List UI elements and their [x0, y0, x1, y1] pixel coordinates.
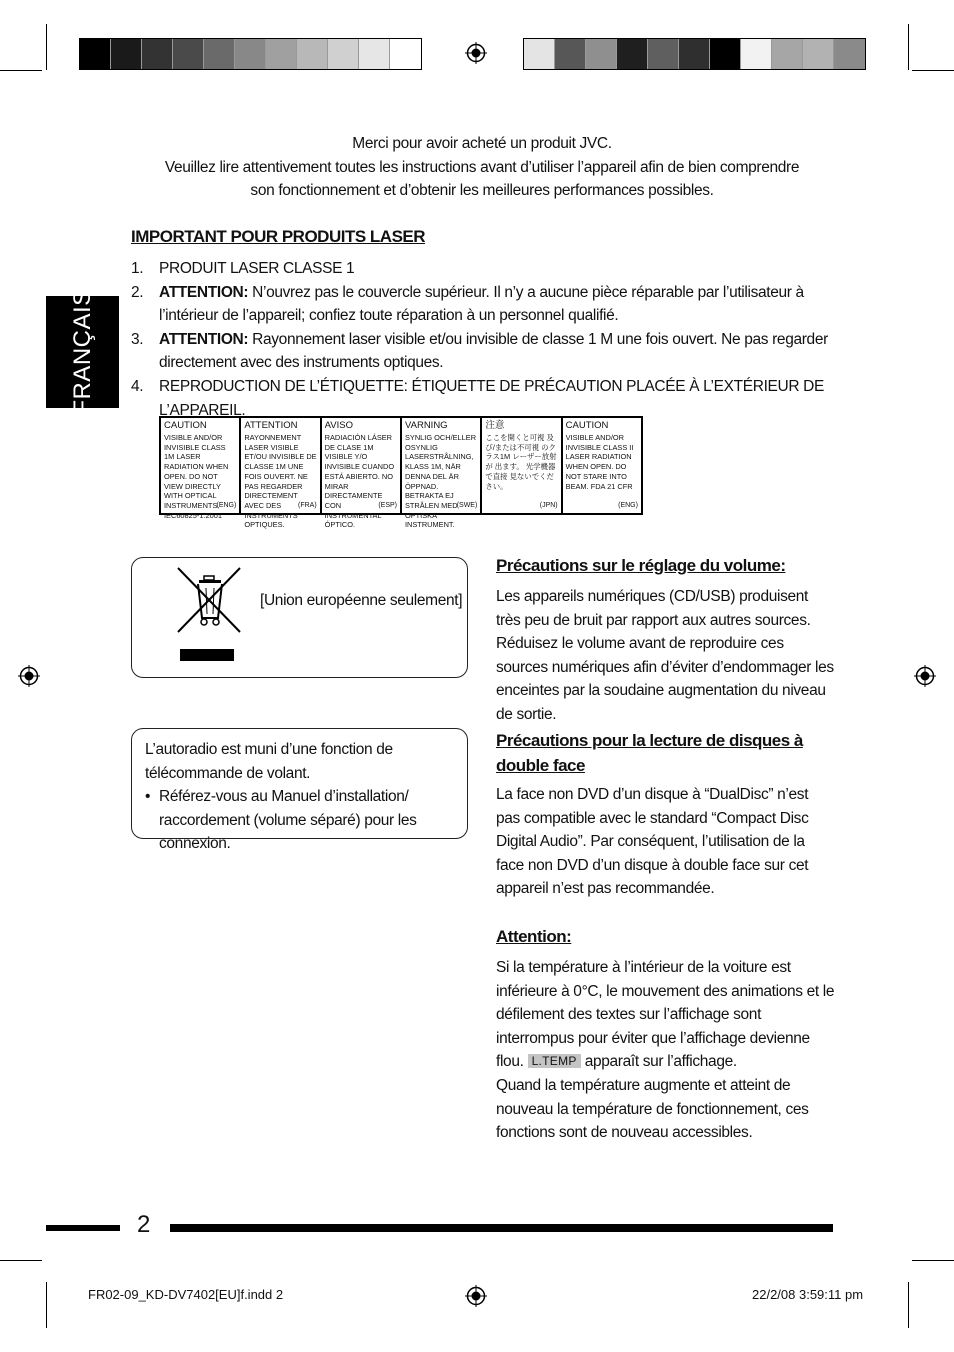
weee-box	[131, 557, 468, 678]
color-swatch	[80, 39, 111, 69]
laser-list	[131, 257, 831, 422]
laser-list-item	[131, 257, 831, 281]
caution-cell	[563, 418, 641, 513]
color-swatch	[555, 39, 586, 69]
caution-title: VARNING	[404, 420, 448, 431]
registration-mark-icon	[18, 665, 40, 687]
caution-cell	[241, 418, 321, 530]
crossed-bin-icon	[176, 566, 242, 634]
dualdisc-heading: Précautions pour la lecture de disques à double face	[496, 731, 803, 775]
caution-body: VISIBLE AND/OR INVISIBLE CLASS 1M LASER RADIATION WHEN OPEN. DO NOT VIEW DIRECTLY WITH OPTICAL INSTRUMENTS. IEC60825-1:2001	[164, 433, 229, 520]
color-swatch	[204, 39, 235, 69]
caution-lang-tag: (JPN)	[539, 502, 558, 510]
caution-lang-tag: (ENG)	[216, 502, 237, 510]
color-swatch	[111, 39, 142, 69]
intro-line-1: Merci pour avoir acheté un produit JVC.	[352, 135, 612, 152]
item-text: N’ouvrez pas le couvercle supérieur. Il n’y a aucune pièce réparable par l’utilisateur à l’intérieur de l’appareil; confiez toute réparation à un personnel qualifié.	[159, 283, 804, 325]
laser-list-item	[131, 328, 831, 375]
caution-body: SYNLIG OCH/ELLER OSYNLIG LASERSTRÅLNING, KLASS 1M, NÄR DENNA DEL ÄR ÖPPNAD. BETRAKTA EJ STRÅLEN MED OPTISKA INSTRUMENT.	[404, 433, 477, 530]
color-swatch	[710, 39, 741, 69]
crop-mark	[0, 1260, 42, 1261]
color-swatch	[297, 39, 328, 69]
color-swatch	[803, 39, 834, 69]
language-tab-label: FRANÇAIS	[68, 289, 96, 415]
color-bar-right	[523, 38, 866, 70]
crop-mark	[0, 70, 42, 71]
color-swatch	[679, 39, 710, 69]
caution-title: 注意	[485, 420, 505, 431]
caution-cell	[322, 418, 402, 530]
laser-heading: IMPORTANT POUR PRODUITS LASER	[131, 227, 426, 246]
attention-text	[496, 956, 841, 1145]
item-text: PRODUIT LASER CLASSE 1	[159, 260, 355, 277]
volume-text: Les appareils numériques (CD/USB) produisent très peu de bruit par rapport aux autres sources. Réduisez le volume avant de reproduire ces sources numériques afin d’éviter d’endommager les enceintes par la soudaine augmentation du niveau de sortie.	[496, 588, 834, 723]
attention-text-after: apparaît sur l’affichage.	[584, 1053, 737, 1071]
page-bar-left	[46, 1225, 120, 1231]
color-swatch	[142, 39, 173, 69]
caution-body: RADIACIÓN LÁSER DE CLASE 1M VISIBLE Y/O INVISIBLE CUANDO ESTÁ ABIERTO. NO MIRAR DIRECTAMENTE CON INSTRUMENTAL ÓPTICO.	[324, 433, 395, 530]
registration-mark-icon	[465, 42, 487, 64]
page-number: 2	[137, 1211, 151, 1238]
footer-date: 22/2/08 3:59:11 pm	[752, 1287, 864, 1302]
remote-bullet-item	[145, 785, 459, 856]
caution-cell	[402, 418, 482, 530]
color-swatch	[834, 39, 865, 69]
intro-line-2: Veuillez lire attentivement toutes les instructions avant d’utiliser l’appareil afin de bien comprendre son fonctionnement et d’obtenir les meilleures performances possibles.	[164, 158, 800, 200]
caution-cell	[482, 418, 562, 513]
caution-body: VISIBLE AND/OR INVISIBLE CLASS II LASER RADIATION WHEN OPEN. DO NOT STARE INTO BEAM. FDA 21 CFR	[565, 433, 634, 491]
registration-mark-icon	[465, 1285, 487, 1307]
crop-mark	[46, 1282, 47, 1328]
color-swatch	[741, 39, 772, 69]
item-number: 1.	[131, 260, 144, 277]
crop-mark	[46, 24, 47, 70]
caution-title: CAUTION	[164, 420, 207, 431]
remote-box	[131, 728, 468, 853]
ltemp-indicator: L.TEMP	[528, 1054, 581, 1068]
attention-text-before: Si la température à l’intérieur de la voiture est inférieure à 0°C, le mouvement des animations et le défilement des textes sur l’affichage sont interrompus pour éviter que l’affichage devienne flou.	[496, 959, 835, 1071]
volume-heading: Précautions sur le réglage du volume:	[496, 556, 786, 575]
registration-mark-icon	[914, 665, 936, 687]
crop-mark	[912, 70, 954, 71]
dualdisc-text: La face non DVD d’un disque à “DualDisc” n’est pas compatible avec le standard “Compact Disc Digital Audio”. Par conséquent, l’utilisation de la face non DVD d’un disque à double face sur cet appareil n’est pas recommandée.	[496, 786, 809, 898]
attention-text-2: Quand la température augmente et atteint de nouveau la température de fonctionnement, ces fonctions sont de nouveau accessibles.	[496, 1076, 809, 1142]
color-swatch	[648, 39, 679, 69]
crop-mark	[908, 24, 909, 70]
caution-body: ここを開くと可視 及び/または不可視 のクラス1M レーザー放射が 出ます。 光学機器で直接 見ないでください。	[485, 433, 557, 491]
weee-bar	[180, 649, 234, 661]
laser-list-item	[131, 281, 831, 328]
language-tab	[46, 289, 119, 415]
page-bar-right	[170, 1224, 833, 1232]
bullet: •	[145, 788, 151, 806]
color-swatch	[266, 39, 297, 69]
attention-heading: Attention:	[496, 927, 572, 946]
color-swatch	[617, 39, 648, 69]
caution-lang-tag: (SWE)	[456, 502, 478, 510]
caution-lang-tag: (FRA)	[297, 502, 317, 510]
color-swatch	[772, 39, 803, 69]
caution-lang-tag: (ESP)	[378, 502, 397, 510]
item-bold: ATTENTION:	[159, 330, 249, 348]
crop-mark	[912, 1260, 954, 1261]
color-swatch	[524, 39, 555, 69]
weee-text: [Union européenne seulement]	[260, 592, 463, 609]
color-swatch	[359, 39, 390, 69]
intro	[150, 132, 814, 203]
crop-mark	[908, 1282, 909, 1328]
caution-lang-tag: (ENG)	[618, 502, 638, 510]
item-text: Rayonnement laser visible et/ou invisible de classe 1 M une fois ouvert. Ne pas regarder directement avec des instruments optiques.	[159, 330, 828, 372]
remote-bullet-text: Référez-vous au Manuel d’installation/ raccordement (volume séparé) pour les connexion.	[159, 788, 417, 853]
caution-title: AVISO	[324, 420, 353, 431]
item-number: 4.	[131, 377, 144, 395]
remote-text: L’autoradio est muni d’une fonction de télécommande de volant.	[145, 741, 393, 782]
color-swatch	[586, 39, 617, 69]
color-swatch	[328, 39, 359, 69]
item-text: REPRODUCTION DE L’ÉTIQUETTE: ÉTIQUETTE DE PRÉCAUTION PLACÉE À L’EXTÉRIEUR DE L’APPAREIL.	[159, 377, 824, 419]
item-bold: ATTENTION:	[159, 283, 249, 301]
footer-file: FR02-09_KD-DV7402[EU]f.indd 2	[88, 1287, 284, 1302]
caution-body: RAYONNEMENT LASER VISIBLE ET/OU INVISIBLE DE CLASSE 1M UNE FOIS OUVERT. NE PAS REGARDER DIRECTEMENT AVEC DES INSTRUMENTS OPTIQUES.	[244, 433, 317, 530]
color-swatch	[390, 39, 421, 69]
color-bar-left	[79, 38, 422, 70]
color-swatch	[235, 39, 266, 69]
caution-title: ATTENTION	[244, 420, 298, 431]
caution-cell	[161, 418, 241, 520]
color-swatch	[173, 39, 204, 69]
caution-title: CAUTION	[565, 420, 609, 431]
caution-label-reproduction	[159, 416, 643, 530]
item-number: 2.	[131, 283, 144, 301]
item-number: 3.	[131, 330, 144, 348]
